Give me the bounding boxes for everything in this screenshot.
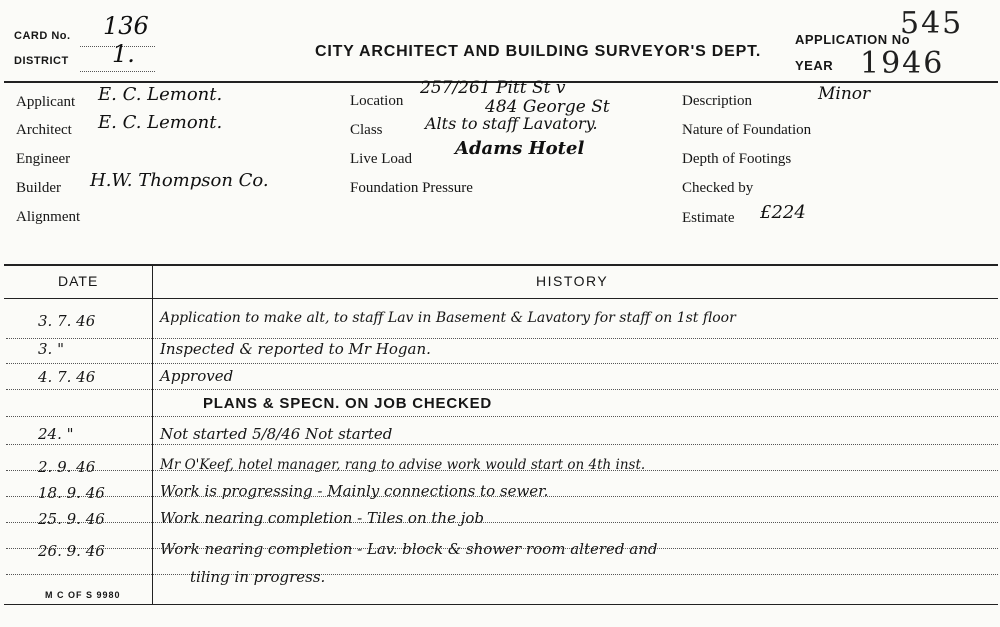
estimate-label: Estimate xyxy=(682,210,735,226)
row-line xyxy=(6,389,998,390)
history-row-date: 25. 9. 46 xyxy=(38,510,105,528)
history-row-date: 3. 7. 46 xyxy=(38,312,96,330)
history-column-header: HISTORY xyxy=(536,273,609,289)
card-no-label: CARD No. xyxy=(14,30,71,42)
history-row-text: Work nearing completion - Tiles on the job xyxy=(160,509,485,527)
row-line xyxy=(6,574,998,575)
history-row-text: Work is progressing - Mainly connections to sewer. xyxy=(160,482,549,500)
live-load-value: Adams Hotel xyxy=(455,138,585,159)
table-top-rule xyxy=(4,264,998,266)
year-value: 1946 xyxy=(860,46,945,81)
history-row-date: 3. " xyxy=(38,340,64,358)
location-value-2: 484 George St xyxy=(485,97,610,117)
date-column-divider xyxy=(152,264,153,604)
history-row-text: Mr O'Keef, hotel manager, rang to advise work would start on 4th inst. xyxy=(160,457,646,473)
applicant-value: E. C. Lemont. xyxy=(98,84,223,105)
history-row-date: 24. " xyxy=(38,425,74,443)
description-label: Description xyxy=(682,93,752,109)
checked-by-label: Checked by xyxy=(682,180,754,196)
application-label: APPLICATION No xyxy=(795,32,911,47)
estimate-value: £224 xyxy=(760,202,806,223)
district-line xyxy=(80,71,155,72)
alignment-label: Alignment xyxy=(16,209,81,225)
row-line xyxy=(6,444,998,445)
architect-label: Architect xyxy=(16,122,72,138)
class-value: Alts to staff Lavatory. xyxy=(425,114,598,133)
district-label: DISTRICT xyxy=(14,55,69,67)
history-row-text: Application to make alt, to staff Lav in Basement & Lavatory for staff on 1st floor xyxy=(160,310,736,326)
history-row-text: tiling in progress. xyxy=(190,568,326,586)
location-value-1: 257/261 Pitt St v xyxy=(420,78,566,98)
row-line xyxy=(6,522,998,523)
history-row-text: Not started 5/8/46 Not started xyxy=(160,425,393,443)
location-label: Location xyxy=(350,93,404,109)
live-load-label: Live Load xyxy=(350,151,413,167)
row-line xyxy=(6,416,998,417)
history-row-date: 18. 9. 46 xyxy=(38,484,105,502)
foundation-pressure-label: Foundation Pressure xyxy=(350,180,473,196)
year-label: YEAR xyxy=(795,58,834,73)
applicant-label: Applicant xyxy=(16,94,76,110)
date-column-header: DATE xyxy=(58,273,99,289)
depth-of-footings-label: Depth of Footings xyxy=(682,151,792,167)
table-header-rule xyxy=(4,298,998,299)
builder-label: Builder xyxy=(16,180,61,196)
plans-checked-stamp: PLANS & SPECN. ON JOB CHECKED xyxy=(203,395,493,412)
dept-title: CITY ARCHITECT AND BUILDING SURVEYOR'S DEPT. xyxy=(315,43,762,60)
architect-value: E. C. Lemont. xyxy=(98,112,223,133)
history-row-text: Inspected & reported to Mr Hogan. xyxy=(160,340,431,358)
table-bottom-rule xyxy=(4,604,998,605)
history-row-date: 26. 9. 46 xyxy=(38,542,105,560)
application-value: 545 xyxy=(900,6,964,41)
row-line xyxy=(6,338,998,339)
history-row-text: Work nearing completion - Lav. block & shower room altered and xyxy=(160,540,658,558)
card-no-value: 136 xyxy=(103,12,149,40)
district-value: 1. xyxy=(112,40,135,68)
nature-of-foundation-label: Nature of Foundation xyxy=(682,122,812,138)
history-row-date: 2. 9. 46 xyxy=(38,458,96,476)
row-line xyxy=(6,363,998,364)
history-row-date: 4. 7. 46 xyxy=(38,368,96,386)
history-row-text: Approved xyxy=(160,367,234,385)
description-value: Minor xyxy=(818,84,871,104)
engineer-label: Engineer xyxy=(16,151,71,167)
class-label: Class xyxy=(350,122,383,138)
form-code: M C OF S 9980 xyxy=(45,590,121,600)
builder-value: H.W. Thompson Co. xyxy=(90,170,269,191)
